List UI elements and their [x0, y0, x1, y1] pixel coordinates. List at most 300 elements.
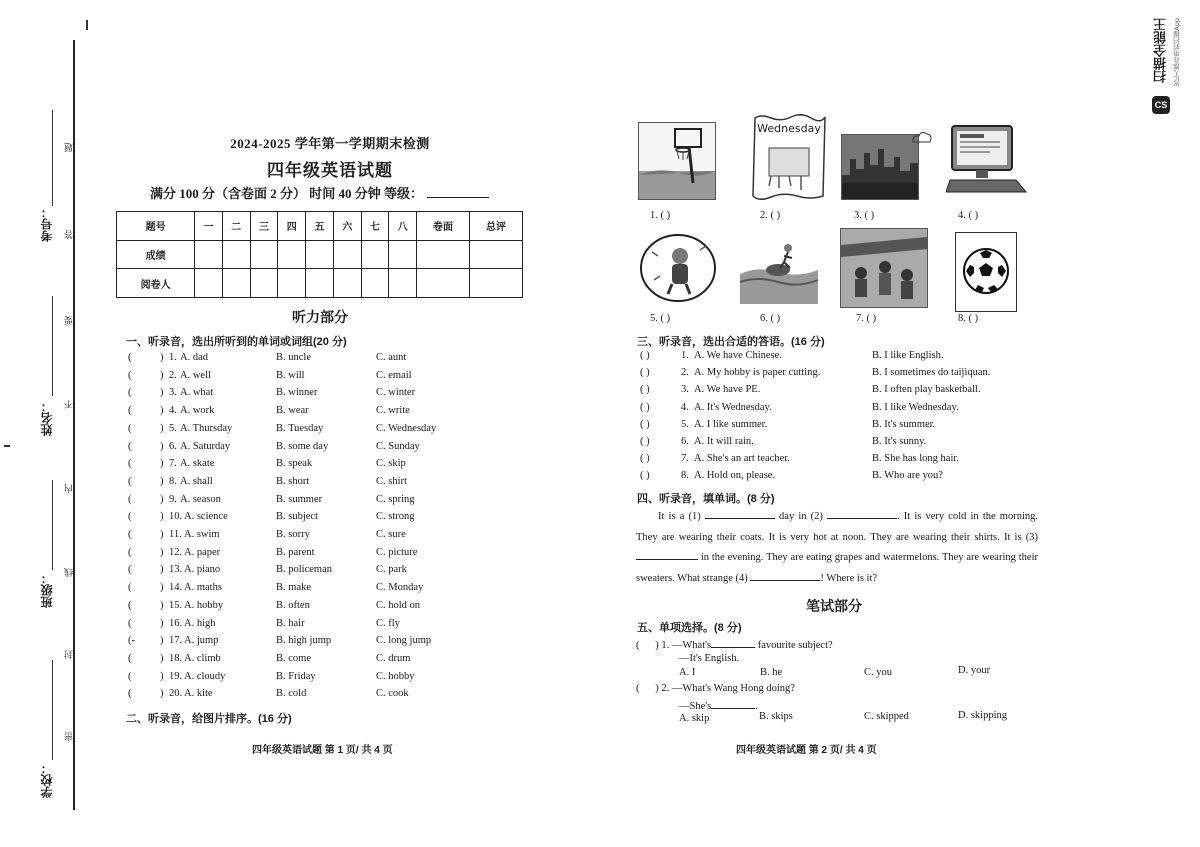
- answer-bracket[interactable]: (: [128, 511, 132, 523]
- part3-question-row: [640, 402, 1040, 419]
- grader-cell[interactable]: [470, 269, 523, 298]
- question-number: 8.: [681, 470, 689, 482]
- answer-bracket-close: ): [160, 670, 164, 682]
- exam-number-label: 考号：: [40, 206, 54, 242]
- answer-bracket-close: ): [160, 635, 164, 647]
- part3-question-row: [640, 367, 1040, 384]
- picture-label[interactable]: 7. ( ): [856, 313, 877, 324]
- part1-question-row: [128, 582, 458, 599]
- option-b[interactable]: B. Who are you?: [872, 470, 943, 482]
- mc-option[interactable]: C. you: [864, 667, 893, 678]
- part5-heading: 五、单项选择。(8 分): [637, 622, 742, 634]
- answer-bracket[interactable]: (: [128, 369, 132, 381]
- option-a[interactable]: A. what: [180, 387, 214, 399]
- blank-1[interactable]: [705, 508, 775, 519]
- grader-cell[interactable]: [417, 269, 470, 298]
- option-c[interactable]: C. skip: [376, 458, 406, 470]
- part3-question-row: [640, 384, 1040, 401]
- question-number: 10.: [169, 511, 183, 523]
- mc-option[interactable]: D. skipping: [958, 710, 1008, 721]
- exam-number-field[interactable]: [52, 110, 53, 206]
- school-field[interactable]: [52, 660, 53, 760]
- answer-bracket[interactable]: ( ): [640, 418, 650, 430]
- option-b[interactable]: B. wear: [276, 405, 309, 417]
- page2-footer: 四年级英语试题 第 2 页/ 共 4 页: [736, 745, 877, 756]
- blank-4[interactable]: [750, 570, 820, 581]
- option-c[interactable]: C. write: [376, 405, 410, 417]
- name-label: 姓名：: [40, 400, 54, 436]
- seal-char: 封: [64, 650, 74, 659]
- question-blank[interactable]: [711, 637, 755, 648]
- option-a[interactable]: A. My hobby is paper cutting.: [694, 367, 821, 379]
- option-a[interactable]: A. science: [184, 511, 228, 523]
- answer-bracket[interactable]: ( ): [640, 367, 650, 379]
- part1-question-row: [128, 441, 458, 458]
- passage-text: in the evening. They are eating grapes and watermelons. They are wearing their sweaters. What strange (4): [636, 552, 1038, 584]
- grader-cell[interactable]: [389, 269, 417, 298]
- option-c[interactable]: C. sure: [376, 529, 406, 540]
- picture-label[interactable]: 5. ( ): [650, 313, 671, 324]
- option-a[interactable]: A. Saturday: [180, 440, 231, 452]
- question-stem: favourite subject?: [757, 640, 833, 651]
- question-number: 2.: [661, 683, 670, 694]
- school-label: 学校：: [40, 762, 54, 798]
- cloud-icon: [908, 128, 934, 150]
- seal-char: 答: [64, 230, 74, 239]
- score-col: 四: [278, 212, 306, 241]
- computer-picture: [946, 124, 1030, 196]
- score-table: [116, 211, 523, 298]
- mc-option[interactable]: B. skips: [759, 711, 793, 722]
- part1-question-row: [128, 564, 458, 581]
- option-a[interactable]: A. well: [180, 369, 211, 381]
- score-col: 三: [250, 212, 278, 241]
- option-a[interactable]: A. hobby: [184, 599, 224, 611]
- answer-bracket[interactable]: (: [128, 440, 132, 452]
- part1-question-row: [128, 387, 458, 404]
- exam-info-line: [150, 183, 489, 202]
- answer-bracket[interactable]: ( ): [640, 384, 650, 396]
- answer-bracket-close: ): [160, 405, 164, 417]
- score-cell[interactable]: [361, 240, 389, 269]
- score-col: 五: [306, 212, 334, 241]
- question-number: 3.: [681, 384, 689, 396]
- class-field[interactable]: [52, 480, 53, 570]
- wednesday-calendar-picture: [751, 114, 827, 200]
- option-b[interactable]: B. often: [276, 599, 310, 611]
- option-a[interactable]: A. maths: [184, 582, 222, 594]
- option-c[interactable]: C. spring: [376, 493, 415, 505]
- part1-question-row: [128, 423, 458, 440]
- answer-bracket-close: ): [160, 369, 164, 381]
- binding-tick: [86, 20, 88, 30]
- answer-bracket[interactable]: (: [128, 475, 132, 487]
- answer-bracket[interactable]: ( ): [640, 470, 650, 482]
- option-b[interactable]: B. hair: [276, 617, 305, 629]
- answer-bracket[interactable]: (: [128, 529, 132, 540]
- answer-bracket-close: ): [160, 422, 164, 434]
- option-a[interactable]: A. shall: [180, 475, 213, 487]
- answer-bracket[interactable]: (: [128, 599, 132, 611]
- crowd-picture: [840, 228, 928, 308]
- seal-char: 线: [64, 568, 74, 577]
- question-number: 7.: [169, 458, 177, 470]
- score-col: 七: [361, 212, 389, 241]
- option-a[interactable]: A. It will rain.: [694, 436, 754, 447]
- part1-question-row: [128, 405, 458, 422]
- option-b[interactable]: B. It's sunny.: [872, 436, 927, 447]
- answer-bracket-close: ): [160, 475, 164, 487]
- mc-option[interactable]: D. your: [958, 665, 991, 676]
- mc-option[interactable]: B. he: [760, 667, 783, 678]
- question-number: 14.: [169, 582, 183, 594]
- answer-bracket-close: ): [160, 440, 164, 452]
- option-a[interactable]: A. cloudy: [184, 670, 226, 682]
- child-reading-picture: [638, 232, 718, 304]
- option-a[interactable]: A. We have Chinese.: [694, 350, 782, 361]
- exam-title: 四年级英语试题: [267, 161, 393, 180]
- question-number: 3.: [169, 387, 177, 399]
- option-a[interactable]: A. It's Wednesday.: [694, 401, 772, 413]
- score-col: 二: [222, 212, 250, 241]
- option-b[interactable]: B. She has long hair.: [872, 453, 959, 465]
- exam-info-text: 满分 100 分（含卷面 2 分） 时间 40 分钟 等级：: [150, 186, 424, 201]
- grader-cell[interactable]: [361, 269, 389, 298]
- answer-bracket[interactable]: (-: [128, 635, 135, 647]
- question-number: 15.: [169, 599, 183, 611]
- passage-text: It is a (1): [658, 511, 701, 522]
- swimming-picture: [738, 240, 820, 304]
- option-b[interactable]: B. parent: [276, 546, 315, 558]
- question-number: 4.: [681, 401, 689, 413]
- option-b[interactable]: B. I like Wednesday.: [872, 401, 959, 413]
- part1-heading: 一、听录音，选出所听到的单词或词组(20 分): [126, 336, 347, 348]
- score-table-header-row: [117, 212, 523, 241]
- answer-bracket[interactable]: ( ): [640, 401, 650, 413]
- option-c[interactable]: C. hobby: [376, 670, 415, 682]
- score-cell[interactable]: [470, 240, 523, 269]
- grader-cell[interactable]: [333, 269, 361, 298]
- option-b[interactable]: B. summer: [276, 493, 323, 505]
- option-c[interactable]: C. picture: [376, 546, 418, 558]
- question-stem: —What's Wang Hong doing?: [671, 683, 795, 694]
- answer-bracket[interactable]: (: [128, 617, 132, 629]
- answer-bracket[interactable]: (: [128, 582, 132, 594]
- grade-field[interactable]: [427, 187, 489, 198]
- option-a[interactable]: A. climb: [184, 652, 221, 664]
- part1-question-row: [128, 635, 458, 652]
- question-number: 18.: [169, 652, 183, 664]
- mc-option[interactable]: A. I: [679, 667, 696, 678]
- grader-cell[interactable]: [278, 269, 306, 298]
- score-cell[interactable]: [389, 240, 417, 269]
- mc-option[interactable]: C. skipped: [864, 711, 909, 722]
- answer-bracket[interactable]: (: [128, 422, 132, 434]
- option-c[interactable]: C. fly: [376, 617, 400, 629]
- score-col: 题号: [117, 212, 195, 241]
- option-b[interactable]: B. I often play basketball.: [872, 384, 981, 396]
- picture-label[interactable]: 6. ( ): [760, 313, 781, 324]
- question-number: 1.: [681, 350, 689, 361]
- exam-year-line: 2024-2025 学年第一学期期末检测: [230, 136, 430, 151]
- listening-section-title: 听力部分: [292, 309, 348, 325]
- answer-bracket-close: ): [160, 529, 164, 540]
- answer-bracket-close: ): [160, 599, 164, 611]
- option-c[interactable]: C. hold on: [376, 599, 421, 611]
- option-a[interactable]: A. paper: [184, 546, 221, 558]
- answer-bracket-close: ): [160, 511, 164, 523]
- option-c[interactable]: C. winter: [376, 387, 416, 399]
- part1-question-row: [128, 653, 458, 670]
- option-b[interactable]: B. winner: [276, 387, 318, 399]
- answer-bracket[interactable]: (: [128, 670, 132, 682]
- question-number: 6.: [681, 436, 689, 447]
- reply-text: —She's: [679, 701, 712, 712]
- question-number: 16.: [169, 617, 183, 629]
- score-cell[interactable]: [306, 240, 334, 269]
- option-b[interactable]: B. sorry: [276, 529, 310, 540]
- part1-question-row: [128, 370, 458, 387]
- option-a[interactable]: A. high: [184, 617, 216, 629]
- option-c[interactable]: C. drum: [376, 652, 411, 664]
- seal-char: 密: [64, 732, 74, 741]
- option-c[interactable]: C. Sunday: [376, 440, 420, 452]
- option-b[interactable]: B. cold: [276, 688, 307, 700]
- answer-bracket[interactable]: (: [128, 493, 132, 505]
- option-a[interactable]: A. jump: [184, 635, 219, 647]
- option-a[interactable]: A. I like summer.: [694, 418, 768, 430]
- answer-bracket[interactable]: (: [128, 387, 132, 399]
- picture-label[interactable]: 4. ( ): [958, 210, 979, 221]
- picture-label[interactable]: 3. ( ): [854, 210, 875, 221]
- binding-line: [73, 40, 75, 810]
- picture-label[interactable]: 2. ( ): [760, 210, 781, 221]
- part1-question-row: [128, 458, 458, 475]
- picture-label[interactable]: 1. ( ): [650, 210, 671, 221]
- option-b[interactable]: B. Friday: [276, 670, 316, 682]
- question-number: 4.: [169, 405, 177, 417]
- grader-cell[interactable]: [250, 269, 278, 298]
- mc-question-2: [636, 683, 795, 694]
- answer-bracket-close: ): [160, 387, 164, 399]
- option-a[interactable]: A. work: [180, 405, 215, 417]
- answer-bracket[interactable]: (: [128, 405, 132, 417]
- answer-bracket[interactable]: (: [128, 564, 132, 576]
- option-a[interactable]: A. skate: [180, 458, 215, 470]
- mc-question-1: [636, 637, 833, 651]
- part1-question-row: [128, 529, 458, 546]
- option-b[interactable]: B. It's summer.: [872, 418, 936, 430]
- score-row-label: 成绩: [117, 240, 195, 269]
- score-cell[interactable]: [417, 240, 470, 269]
- grader-row: [117, 269, 523, 298]
- passage-text: day in (2): [779, 511, 823, 522]
- camscanner-watermark: [1150, 14, 1186, 124]
- part3-question-row: [640, 470, 1040, 487]
- grader-cell[interactable]: [306, 269, 334, 298]
- option-a[interactable]: A. Hold on, please.: [694, 470, 776, 482]
- part1-question-row: [128, 600, 458, 617]
- option-b[interactable]: B. policeman: [276, 564, 332, 576]
- scan-mark: [4, 445, 10, 447]
- question-number: 1.: [169, 352, 177, 363]
- question-number: 6.: [169, 440, 177, 452]
- answer-bracket-close: ): [160, 458, 164, 470]
- question-number: 13.: [169, 564, 183, 576]
- question-number: 19.: [169, 670, 183, 682]
- option-b[interactable]: B. high jump: [276, 635, 332, 647]
- part1-question-row: [128, 511, 458, 528]
- answer-bracket-close: ): [160, 688, 164, 700]
- seal-char: 题: [64, 143, 74, 152]
- option-b[interactable]: B. make: [276, 582, 311, 594]
- option-a[interactable]: A. dad: [180, 352, 208, 363]
- answer-bracket[interactable]: ( ): [640, 453, 650, 465]
- grader-cell[interactable]: [222, 269, 250, 298]
- score-cell[interactable]: [333, 240, 361, 269]
- score-col: 六: [333, 212, 361, 241]
- answer-bracket[interactable]: ( ): [640, 350, 650, 361]
- option-a[interactable]: A. She's an art teacher.: [694, 453, 790, 465]
- option-c[interactable]: C. park: [376, 564, 407, 576]
- option-a[interactable]: A. kite: [184, 688, 213, 700]
- option-b[interactable]: B. come: [276, 652, 311, 664]
- option-b[interactable]: B. I like English.: [872, 350, 944, 361]
- question-number: 12.: [169, 546, 183, 558]
- option-b[interactable]: B. will: [276, 369, 305, 381]
- grader-row-label: 阅卷人: [117, 269, 195, 298]
- answer-bracket[interactable]: (: [128, 688, 132, 700]
- answer-bracket[interactable]: (: [128, 546, 132, 558]
- passage-text: ! Where is it?: [820, 572, 878, 584]
- seal-char: 内: [64, 484, 74, 493]
- question-number: 8.: [169, 475, 177, 487]
- answer-bracket-close: ): [160, 564, 164, 576]
- written-section-title: 笔试部分: [806, 598, 862, 614]
- question-number: 20.: [169, 688, 183, 700]
- answer-bracket[interactable]: (: [128, 652, 132, 664]
- part1-question-row: [128, 671, 458, 688]
- page1-footer: 四年级英语试题 第 1 页/ 共 4 页: [252, 745, 393, 756]
- part3-question-row: [640, 453, 1040, 470]
- option-a[interactable]: A. swim: [184, 529, 220, 540]
- option-b[interactable]: B. speak: [276, 458, 313, 470]
- answer-bracket-close: ): [160, 493, 164, 505]
- option-c[interactable]: C. strong: [376, 511, 415, 523]
- question-number: 1.: [661, 640, 670, 651]
- wednesday-text: Wednesday: [757, 122, 821, 135]
- part1-question-row: [128, 688, 458, 705]
- part3-question-row: [640, 350, 1040, 367]
- option-a[interactable]: A. season: [180, 493, 221, 505]
- option-c[interactable]: C. email: [376, 369, 412, 381]
- score-cell[interactable]: [250, 240, 278, 269]
- answer-bracket-close: ): [160, 617, 164, 629]
- option-c[interactable]: C. aunt: [376, 352, 407, 363]
- part1-question-row: [128, 476, 458, 493]
- blank-2[interactable]: [827, 508, 897, 519]
- option-c[interactable]: C. shirt: [376, 475, 407, 487]
- basketball-hoop-picture: [638, 122, 716, 200]
- score-cell[interactable]: [278, 240, 306, 269]
- answer-bracket[interactable]: (: [128, 458, 132, 470]
- question-stem: —What's: [671, 640, 712, 651]
- score-cell[interactable]: [195, 240, 223, 269]
- part3-heading: 三、听录音，选出合适的答语。(16 分): [637, 336, 825, 348]
- option-b[interactable]: B. some day: [276, 440, 329, 452]
- question-number: 5.: [169, 422, 177, 434]
- option-a[interactable]: A. We have PE.: [694, 384, 761, 396]
- score-col: 一: [195, 212, 223, 241]
- mc-reply-1: —It's English.: [679, 653, 740, 664]
- watermark-tagline: 3亿人都在用的扫描App: [1173, 18, 1181, 87]
- seal-char: 要: [64, 316, 74, 325]
- watermark-brand: 扫描全能王: [1154, 18, 1169, 83]
- answer-bracket[interactable]: ( ): [636, 640, 659, 651]
- answer-bracket[interactable]: ( ): [640, 436, 650, 447]
- mc-reply-2: —She's .: [679, 698, 758, 712]
- question-number: 11.: [169, 529, 182, 540]
- question-number: 2.: [681, 367, 689, 379]
- option-b[interactable]: B. I sometimes do taijiquan.: [872, 367, 991, 379]
- soccer-ball-picture: [955, 232, 1017, 312]
- option-b[interactable]: B. short: [276, 475, 310, 487]
- seal-char: 不: [64, 400, 74, 409]
- option-a[interactable]: A. Thursday: [180, 422, 233, 434]
- option-b[interactable]: B. Tuesday: [276, 422, 324, 434]
- score-col: 总评: [470, 212, 523, 241]
- name-field[interactable]: [52, 296, 53, 396]
- option-b[interactable]: B. uncle: [276, 352, 311, 363]
- part1-question-row: [128, 352, 458, 369]
- score-col: 八: [389, 212, 417, 241]
- score-col: 卷面: [417, 212, 470, 241]
- answer-bracket[interactable]: ( ): [636, 683, 659, 694]
- question-number: 5.: [681, 418, 689, 430]
- picture-label[interactable]: 8. ( ): [958, 313, 979, 324]
- option-c[interactable]: C. long jump: [376, 635, 432, 647]
- answer-bracket[interactable]: (: [128, 352, 132, 363]
- question-number: 17.: [169, 635, 183, 647]
- question-number: 7.: [681, 453, 689, 465]
- option-c[interactable]: C. cook: [376, 688, 409, 700]
- answer-bracket-close: ): [160, 582, 164, 594]
- part4-heading: 四、听录音，填单词。(8 分): [637, 493, 775, 505]
- grader-cell[interactable]: [195, 269, 223, 298]
- score-row: [117, 240, 523, 269]
- part3-question-row: [640, 436, 1040, 453]
- option-a[interactable]: A. piano: [184, 564, 221, 576]
- part1-question-row: [128, 547, 458, 564]
- score-cell[interactable]: [222, 240, 250, 269]
- part1-question-row: [128, 618, 458, 635]
- option-c[interactable]: C. Wednesday: [376, 422, 437, 434]
- question-number: 2.: [169, 369, 177, 381]
- option-b[interactable]: B. subject: [276, 511, 318, 523]
- camscanner-logo-icon: CS: [1152, 96, 1170, 114]
- question-blank[interactable]: [711, 698, 755, 709]
- part1-question-row: [128, 494, 458, 511]
- blank-3[interactable]: [636, 549, 698, 560]
- answer-bracket-close: ): [160, 652, 164, 664]
- class-label: 班级：: [40, 572, 54, 608]
- part3-question-row: [640, 419, 1040, 436]
- mc-option[interactable]: A. skip: [679, 713, 710, 724]
- answer-bracket-close: ): [160, 546, 164, 558]
- option-c[interactable]: C. Monday: [376, 582, 424, 594]
- question-number: 9.: [169, 493, 177, 505]
- answer-bracket-close: ): [160, 352, 164, 363]
